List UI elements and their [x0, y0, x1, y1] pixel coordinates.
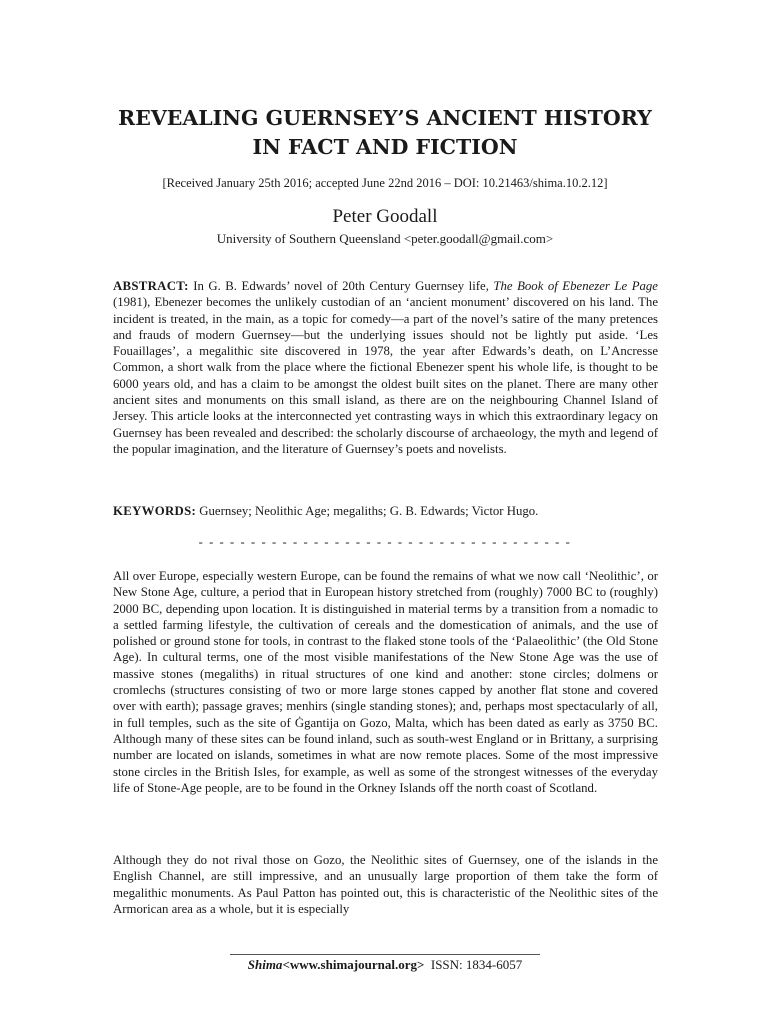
- footer-issn: ISSN: 1834-6057: [430, 957, 523, 972]
- author-affiliation: University of Southern Queensland <peter.goodall@gmail.com>: [216, 231, 554, 246]
- article-title-line-2: IN FACT AND FICTION: [252, 135, 518, 159]
- footer-journal-url: <www.shimajournal.org>: [282, 957, 425, 972]
- author-name: Peter Goodall: [332, 206, 438, 227]
- abstract-text-before: In G. B. Edwards’ novel of 20th Century Guernsey life,: [188, 279, 494, 293]
- abstract: [113, 278, 658, 457]
- footer-journal-name: Shima: [247, 957, 283, 972]
- keywords: [113, 503, 658, 519]
- abstract-book-title: The Book of Ebenezer Le Page: [493, 279, 658, 293]
- article-title-line-1: REVEALING GUERNSEY’S ANCIENT HISTORY: [118, 106, 652, 130]
- body-paragraph-2: Although they do not rival those on Gozo, the Neolithic sites of Guernsey, one of the islands in the English Channel, are still impressive, and an unusually large proportion of them take the form of megalithic monuments. As Paul Patton has pointed out, this is characteristic of the Neolithic sites of the Armorican area as a whole, but it is especially: [113, 853, 658, 916]
- abstract-label: ABSTRACT:: [113, 279, 189, 293]
- section-separator: - - - - - - - - - - - - - - - - - - - - - - - - - - - - - - - - - - - -: [198, 535, 572, 549]
- keywords-text: Guernsey; Neolithic Age; megaliths; G. B. Edwards; Victor Hugo.: [196, 504, 539, 518]
- abstract-text-after: (1981), Ebenezer becomes the unlikely custodian of an ‘ancient monument’ discovered on his land. The incident is treated, in the main, as a topic for comedy—a part of the novel’s satire of the many pretences and frauds of modern Guernsey—but the underlying issues should not be lightly put aside. ‘Les Fouaillages’, a megalithic site discovered in 1978, the year after Edwards’s death, on L’Ancresse Common, a short walk from the place where the fictional Ebenezer spent his whole life, is thought to be 6000 years old, and has a claim to be amongst the oldest built sites on the planet. There are many other ancient sites and monuments on this small island, as there are on the neighbouring Channel Island of Jersey. This article looks at the interconnected yet contrasting ways in which this extraordinary legacy on Guernsey has been revealed and described: the scholarly discourse of archaeology, the myth and legend of the popular imagination, and the literature of Guernsey’s poets and novelists.: [113, 295, 658, 456]
- received-date-doi: [Received January 25th 2016; accepted June 22nd 2016 – DOI: 10.21463/shima.10.2.12]: [162, 176, 608, 190]
- body-paragraph-1: All over Europe, especially western Europe, can be found the remains of what we now call ‘Neolithic’, or New Stone Age, culture, a period that in European history stretched from (roughly) 7000 BC to (roughly) 2000 BC, depending upon location. It is distinguished in material terms by a transition from a nomadic to a settled farming lifestyle, the cultivation of cereals and the domestication of animals, and the use of polished or ground stone for tools, in contrast to the flaked stone tools of the ‘Palaeolithic’ (the Old Stone Age). In cultural terms, one of the most visible manifestations of the New Stone Age was the use of massive stones (megaliths) in ritual structures of one kind and another: stone circles; dolmens or cromlechs (structures consisting of two or more large stones capped by another flat stone and covered over with earth); passage graves; menhirs (single standing stones); and, perhaps most spectacularly of all, in full temples, such as the site of Ġgantija on Gozo, Malta, which has been dated as early as 3750 BC. Although many of these sites can be found inland, such as south-west England or in Brittany, a surprising number are located on islands, sometimes in what are now remote places. Some of the most impressive stone circles in the British Isles, for example, as well as some of the strongest witnesses of the everyday life of Stone-Age people, are to be found in the Orkney Islands off the north coast of Scotland.: [113, 569, 658, 795]
- footer-divider: [230, 954, 540, 955]
- keywords-label: KEYWORDS:: [113, 504, 197, 518]
- footer: [0, 957, 770, 973]
